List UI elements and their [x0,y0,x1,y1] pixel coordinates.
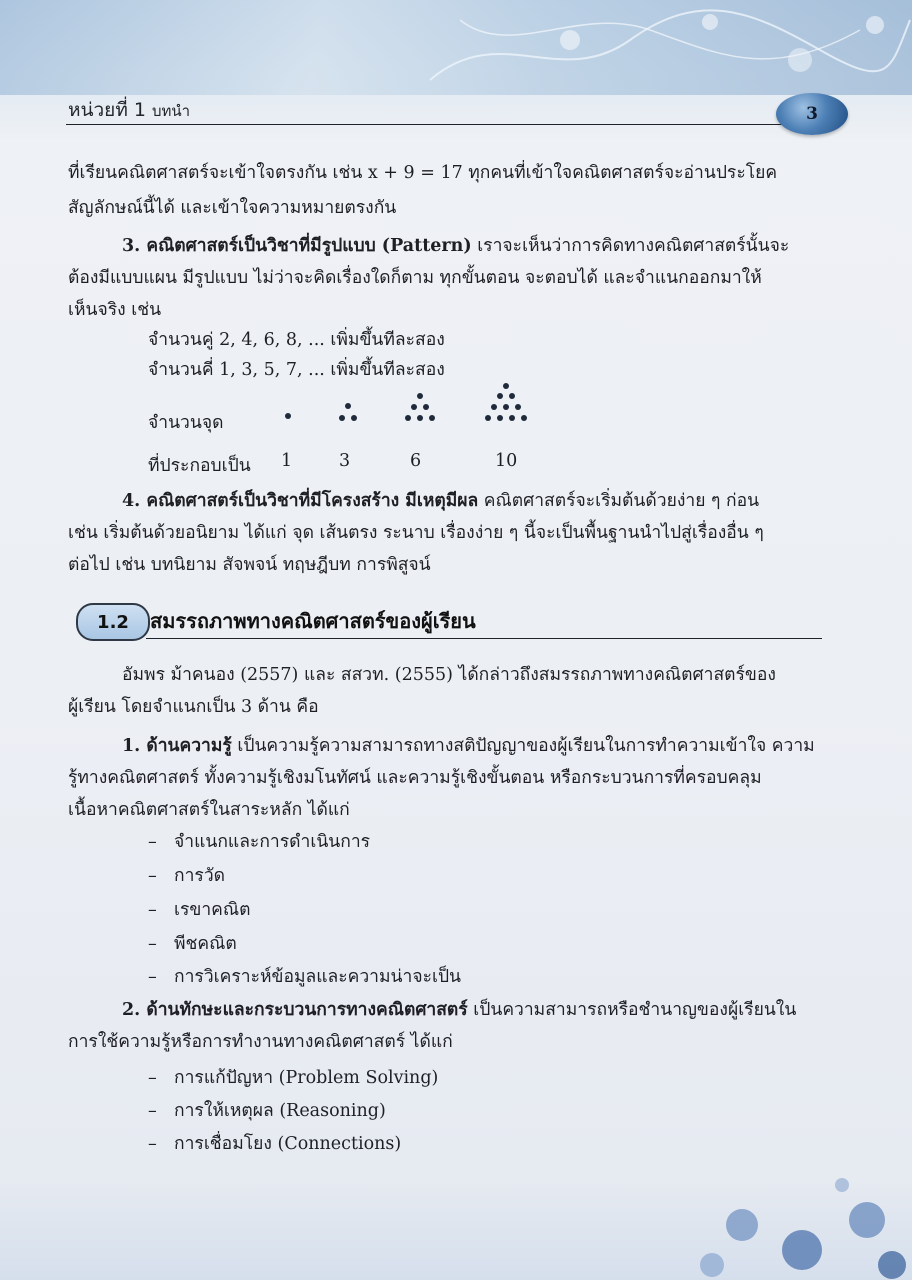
item4-line3: ต่อไป เช่น บทนิยาม สัจพจน์ ทฤษฎีบท การพิสูจน์ [68,555,431,575]
decorative-flower-corner [652,1170,912,1280]
bullet-dash: – [148,1101,157,1121]
list-item [148,1063,438,1091]
section-rule [146,638,822,639]
item3-line3: เห็นจริง เช่น [68,300,162,320]
knowledge-line1-text: เป็นความรู้ความสามารถทางสติปัญญาของผู้เรียนในการทำความเข้าใจ ความ [231,736,815,756]
item3-line2: ต้องมีแบบแผน มีรูปแบบ ไม่ว่าจะคิดเรื่องใดก็ตาม ทุกขั้นตอน จะตอบได้ และจำแนกออกมาให้ [68,268,762,288]
dot-triangle-10 [485,383,527,421]
header-rule [66,124,788,125]
list-item [148,861,225,889]
item4-line2: เช่น เริ่มต้นด้วยอนิยาม ได้แก่ จุด เส้นตรง ระนาบ เรื่องง่าย ๆ นี้จะเป็นพื้นฐานนำไปสู่เรื่องอื่น ๆ [68,523,764,543]
section-heading [76,603,822,641]
dots-count-label: จำนวนจุด [148,413,224,433]
list-item [148,895,250,923]
dot-triangle-6 [405,393,435,421]
bullet-dash: – [148,967,157,987]
intro-line1: อัมพร ม้าคนอง (2557) และ สสวท. (2555) ได้กล่าวถึงสมรรถภาพทางคณิตศาสตร์ของ [122,665,776,685]
unit-title: บทนำ [151,102,191,120]
list-item [148,962,461,990]
triangular-number-10: 10 [495,451,518,471]
dot-triangle-1 [285,413,291,419]
section-title: สมรรถภาพทางคณิตศาสตร์ของผู้เรียน [150,609,476,633]
intro-line2: ผู้เรียน โดยจำแนกเป็น 3 ด้าน คือ [68,697,319,717]
skills-line1 [122,995,796,1023]
list-item-text: การเชื่อมโยง (Connections) [174,1134,402,1154]
para1-line2: สัญลักษณ์นี้ได้ และเข้าใจความหมายตรงกัน [68,198,397,218]
item3-heading: 3. คณิตศาสตร์เป็นวิชาที่มีรูปแบบ (Pattern) [122,236,472,256]
item4-line1 [122,486,759,514]
knowledge-heading: 1. ด้านความรู้ [122,736,232,756]
skills-line1-text: เป็นความสามารถหรือชำนาญของผู้เรียนใน [467,1000,797,1020]
bullet-dash: – [148,1068,157,1088]
skills-heading: 2. ด้านทักษะและกระบวนการทางคณิตศาสตร์ [122,1000,468,1020]
item4-line1-text: คณิตศาสตร์จะเริ่มต้นด้วยง่าย ๆ ก่อน [478,491,760,511]
list-item-text: การให้เหตุผล (Reasoning) [174,1101,386,1121]
triangular-dots-figure [270,380,560,432]
decorative-swirl-pattern [420,0,912,95]
knowledge-line1 [122,731,815,759]
bullet-dash: – [148,934,157,954]
composed-label: ที่ประกอบเป็น [148,456,251,476]
list-item [148,929,237,957]
section-number-badge: 1.2 [76,603,150,641]
triangular-number-1: 1 [281,451,293,471]
page-number-badge: 3 [776,93,848,135]
knowledge-line3: เนื้อหาคณิตศาสตร์ในสาระหลัก ได้แก่ [68,800,350,820]
bullet-dash: – [148,832,157,852]
skills-line2: การใช้ความรู้หรือการทำงานทางคณิตศาสตร์ ได้แก่ [68,1032,453,1052]
list-item [148,1129,401,1157]
triangular-number-6: 6 [410,451,422,471]
even-numbers-line: จำนวนคู่ 2, 4, 6, 8, ... เพิ่มขึ้นทีละสอง [148,330,445,350]
item3-line1-text: เราจะเห็นว่าการคิดทางคณิตศาสตร์นั้นจะ [471,236,790,256]
list-item-text: จำแนกและการดำเนินการ [174,832,371,852]
list-item-text: การวิเคราะห์ข้อมูลและความน่าจะเป็น [174,967,462,987]
bullet-dash: – [148,1134,157,1154]
knowledge-line2: รู้ทางคณิตศาสตร์ ทั้งความรู้เชิงมโนทัศน์ และความรู้เชิงขั้นตอน หรือกระบวนการที่ครอบคลุม [68,768,762,788]
triangular-number-3: 3 [339,451,351,471]
bullet-dash: – [148,866,157,886]
list-item-text: การวัด [174,866,226,886]
running-header [68,95,190,125]
para1-line1: ที่เรียนคณิตศาสตร์จะเข้าใจตรงกัน เช่น x + 9 = 17 ทุกคนที่เข้าใจคณิตศาสตร์จะอ่านประโยค [68,163,778,183]
list-item-text: เรขาคณิต [174,900,251,920]
item4-heading: 4. คณิตศาสตร์เป็นวิชาที่มีโครงสร้าง มีเหตุมีผล [122,491,479,511]
odd-numbers-line: จำนวนคี่ 1, 3, 5, 7, ... เพิ่มขึ้นทีละสอง [148,360,445,380]
list-item [148,827,370,855]
unit-label: หน่วยที่ 1 [68,99,146,121]
item3-line1 [122,231,789,259]
list-item [148,1096,386,1124]
bullet-dash: – [148,900,157,920]
list-item-text: พีชคณิต [174,934,237,954]
list-item-text: การแก้ปัญหา (Problem Solving) [174,1068,439,1088]
dot-triangle-3 [339,403,357,421]
